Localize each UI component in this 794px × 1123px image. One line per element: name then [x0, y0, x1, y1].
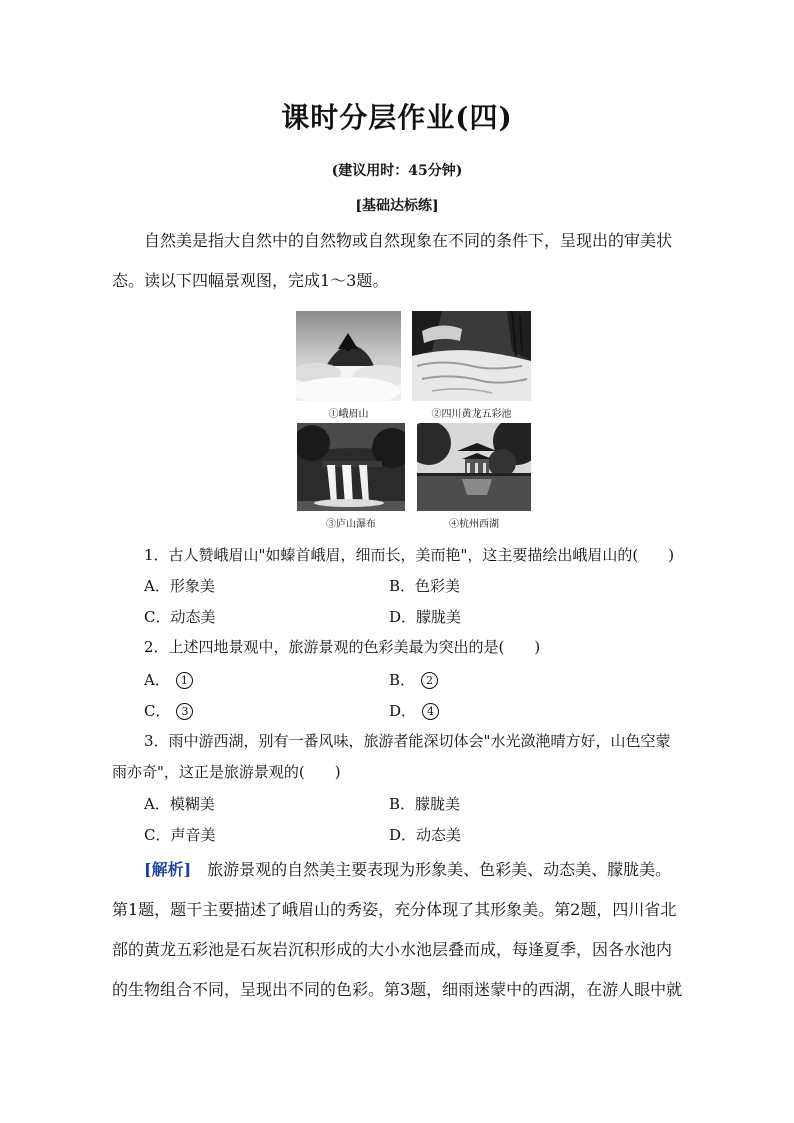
q1-option-b: B．色彩美 [389, 577, 461, 595]
terraced-pools-icon [412, 311, 531, 401]
q3-option-b: B．朦胧美 [389, 795, 461, 813]
analysis-tag: [解析] [144, 860, 192, 879]
intro-paragraph: 自然美是指大自然中的自然物或自然现象在不同的条件下，呈现出的审美状态。读以下四幅景观图，完成1～3题。 [112, 231, 673, 290]
circled-number: 2 [421, 672, 438, 689]
q1-option-c: C．动态美 [144, 608, 216, 626]
analysis-paragraph [112, 850, 684, 1010]
q1-option-a: A．形象美 [144, 577, 215, 595]
waterfall-icon [297, 423, 405, 511]
circled-number: 4 [422, 703, 439, 720]
q3-option-a: A．模糊美 [144, 795, 215, 813]
figure-caption: ④杭州西湖 [449, 519, 499, 530]
page-title: 课时分层作业(四) [281, 101, 513, 134]
lake-pavilion-icon [417, 423, 531, 511]
q2-option-b: B． 2 [389, 670, 438, 690]
circled-number: 1 [176, 672, 193, 689]
q1-option-d: D．朦胧美 [389, 608, 462, 626]
question-1-stem: 1．古人赞峨眉山"如螓首峨眉，细而长，美而艳"，这主要描绘出峨眉山的( ) [144, 546, 675, 564]
question-2-stem: 2．上述四地景观中，旅游景观的色彩美最为突出的是( ) [144, 638, 541, 656]
q2-option-c: C． 3 [144, 701, 193, 721]
analysis-text: 旅游景观的自然美主要表现为形象美、色彩美、动态美、朦胧美。第1题，题干主要描述了峨眉山的秀姿，充分体现了其形象美。第2题，四川省北部的黄龙五彩池是石灰岩沉积形成的大小水池层叠而成，每逢夏季，因各水池内的生物组合不同，呈现出不同的色彩。第3题，细雨迷蒙中的西湖，在游人眼中就 [112, 860, 683, 999]
figure-caption: ①峨眉山 [328, 409, 369, 420]
q2-option-a: A． 1 [144, 670, 193, 690]
circled-number: 3 [176, 703, 193, 720]
figure-xihu [417, 423, 531, 530]
suggested-time: (建议用时：45分钟) [331, 163, 463, 179]
q3-option-c: C．声音美 [144, 826, 216, 844]
figure-lushan [297, 423, 405, 530]
figure-caption: ③庐山瀑布 [326, 519, 376, 530]
figure-caption: ②四川黄龙五彩池 [431, 409, 512, 420]
question-3-stem: 3．雨中游西湖，别有一番风味，旅游者能深切体会"水光潋滟晴方好，山色空蒙雨亦奇"，这正是旅游景观的( ) [112, 732, 671, 781]
q3-option-d: D．动态美 [389, 826, 462, 844]
misty-mountain-icon [296, 311, 401, 401]
figure-huanglong [412, 311, 531, 420]
q2-option-d: D． 4 [389, 701, 439, 721]
section-heading: [基础达标练] [355, 198, 439, 214]
figure-emeishan [296, 311, 401, 420]
